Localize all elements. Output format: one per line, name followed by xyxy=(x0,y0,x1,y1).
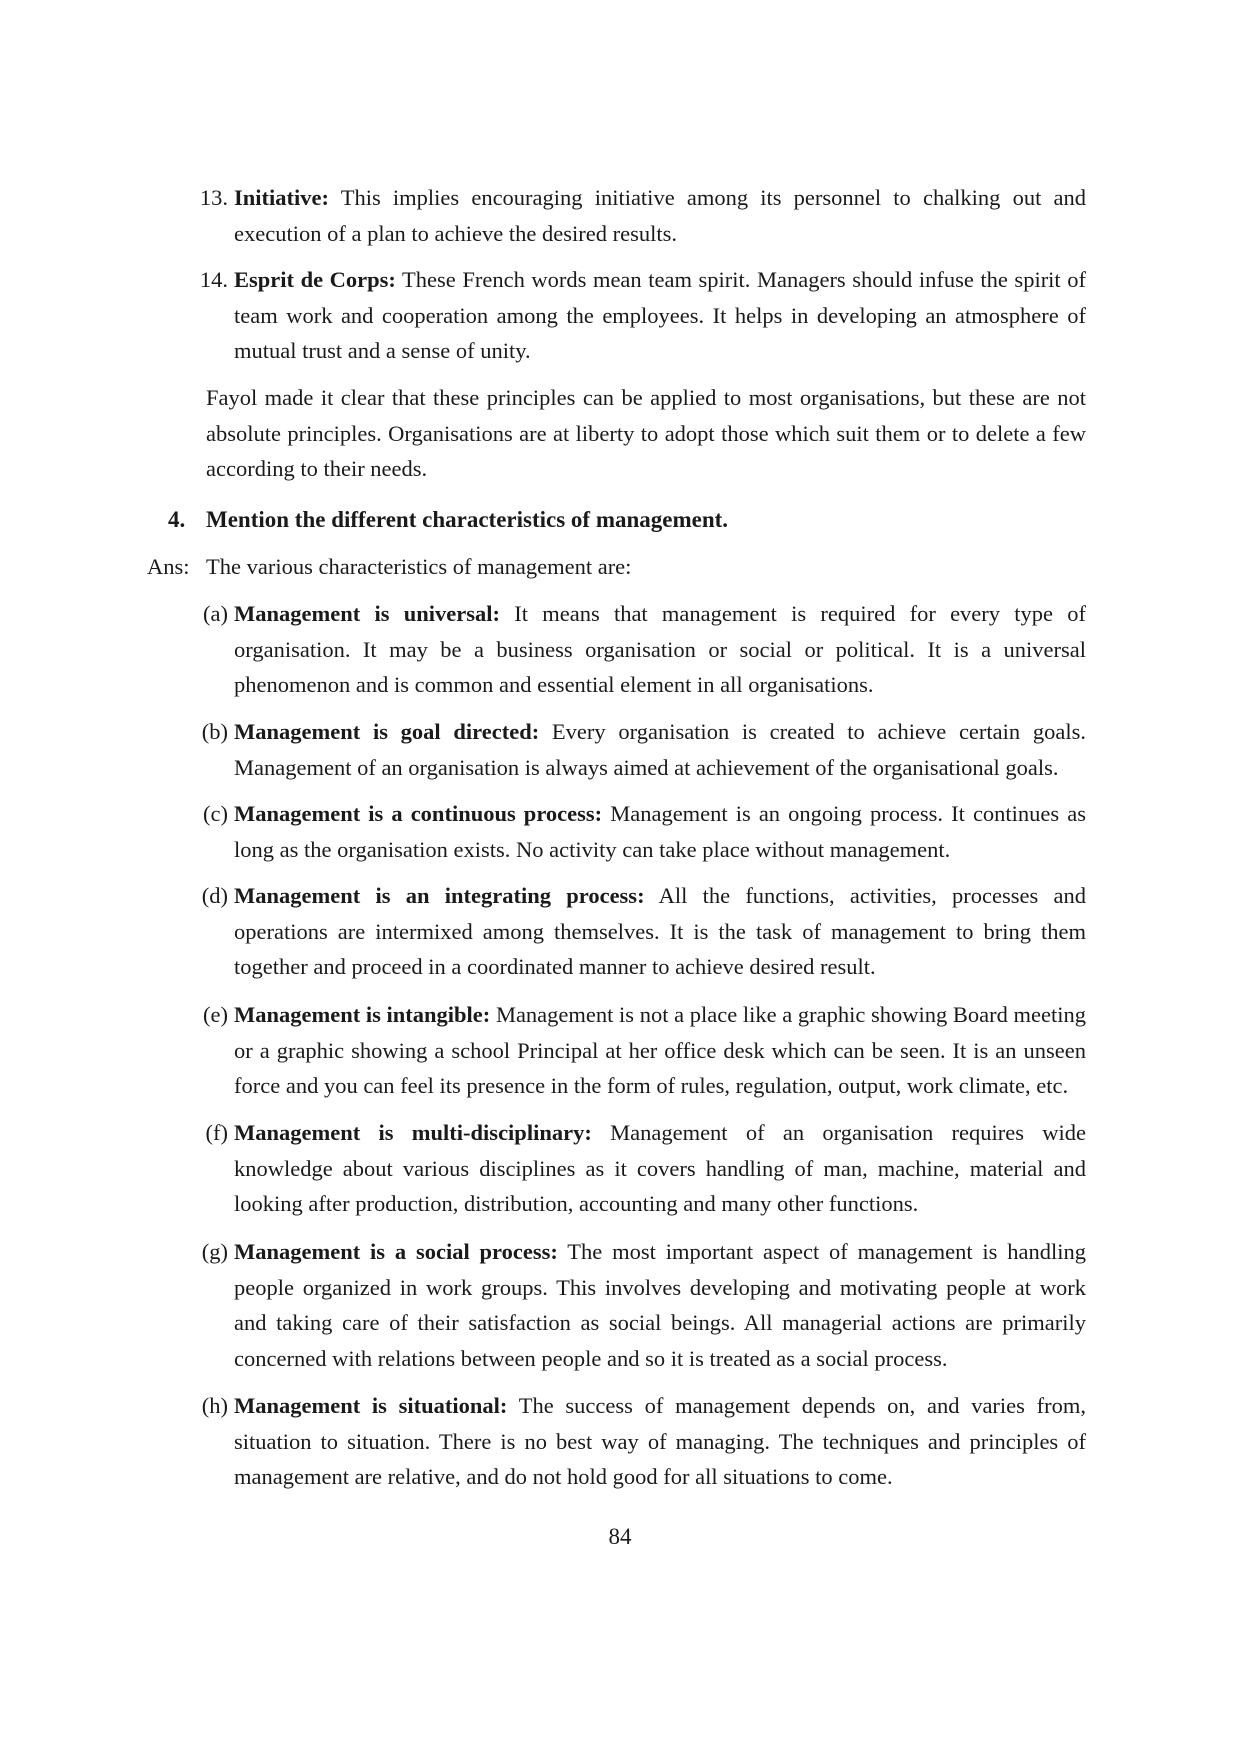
characteristic-title: Management is an integrating process: xyxy=(234,883,645,908)
answer-label: Ans: xyxy=(147,554,190,579)
characteristic-title: Management is situational: xyxy=(234,1393,508,1418)
characteristic-item xyxy=(203,796,1086,867)
answer-intro-text: The various characteristics of management are: xyxy=(206,554,632,579)
characteristic-item xyxy=(201,1234,1086,1376)
characteristic-label: (e) xyxy=(203,1002,228,1027)
characteristic-text: The success of management depends on, and varies from, situation to situation. There is no best way of managing. The techniques and principles of management are relative, and do not hold good for all situations to come. xyxy=(234,1393,1086,1489)
principle-item xyxy=(199,262,1086,369)
characteristic-title: Management is a social process: xyxy=(234,1239,558,1264)
characteristic-label: (b) xyxy=(201,719,228,744)
characteristic-text: All the functions, activities, processes and operations are intermixed among themselves. It is the task of management to bring them together and proceed in a coordinated manner to achieve desired result. xyxy=(234,883,1086,979)
characteristic-text: Management is not a place like a graphic showing Board meeting or a graphic showing a school Principal at her office desk which can be seen. It is an unseen force and you can feel its presence in the form of rules, regulation, output, work climate, etc. xyxy=(234,1002,1086,1098)
characteristic-label: (a) xyxy=(203,601,228,626)
characteristic-label: (g) xyxy=(201,1239,228,1264)
fayol-note: Fayol made it clear that these principles can be applied to most organisations, but these are not absolute principles. Organisations are at liberty to adopt those which suit them or to delete a few according to their needs. xyxy=(206,385,1086,481)
answer-intro xyxy=(147,549,631,585)
principle-item xyxy=(199,180,1086,251)
characteristic-text: It means that management is required for every type of organisation. It may be a business organisation or social or political. It is a universal phenomenon and is common and essential element in all organisations. xyxy=(234,601,1087,697)
principle-text: These French words mean team spirit. Managers should infuse the spirit of team work and cooperation among the employees. It helps in developing an atmosphere of mutual trust and a sense of unity. xyxy=(234,267,1086,363)
principle-title: Initiative: xyxy=(234,185,329,210)
principle-number: 13. xyxy=(199,185,228,210)
characteristic-item xyxy=(201,714,1086,785)
characteristic-text: Management is an ongoing process. It continues as long as the organisation exists. No activity can take place without management. xyxy=(234,801,1086,862)
characteristic-label: (c) xyxy=(203,801,228,826)
characteristic-label: (f) xyxy=(205,1120,228,1145)
characteristic-text: Every organisation is created to achieve certain goals. Management of an organisation is always aimed at achievement of the organisational goals. xyxy=(234,719,1086,780)
question-text: Mention the different characteristics of management. xyxy=(206,507,729,532)
page-number: 84 xyxy=(608,1524,632,1549)
characteristic-label: (d) xyxy=(201,883,228,908)
characteristic-title: Management is goal directed: xyxy=(234,719,540,744)
characteristic-item xyxy=(205,1115,1086,1222)
characteristic-title: Management is universal: xyxy=(234,601,500,626)
question-number: 4. xyxy=(168,507,186,532)
characteristic-label: (h) xyxy=(201,1393,228,1418)
characteristic-item xyxy=(203,997,1086,1104)
question-heading xyxy=(168,502,728,538)
characteristic-text: Management of an organisation requires wide knowledge about various disciplines as it covers handling of man, machine, material and looking after production, distribution, accounting and many other functions. xyxy=(234,1120,1086,1216)
characteristic-title: Management is a continuous process: xyxy=(234,801,603,826)
characteristic-title: Management is intangible: xyxy=(234,1002,491,1027)
principle-number: 14. xyxy=(199,267,228,292)
characteristic-item xyxy=(201,1388,1086,1495)
characteristic-text: The most important aspect of management is handling people organized in work groups. This involves developing and motivating people at work and taking care of their satisfaction as social beings. All managerial actions are primarily concerned with relations between people and so it is treated as a social process. xyxy=(234,1239,1086,1371)
characteristic-title: Management is multi-disciplinary: xyxy=(234,1120,592,1145)
characteristic-item xyxy=(203,596,1087,703)
characteristic-item xyxy=(201,878,1086,985)
principle-text: This implies encouraging initiative among its personnel to chalking out and execution of a plan to achieve the desired results. xyxy=(234,185,1086,246)
principle-title: Esprit de Corps: xyxy=(234,267,396,292)
